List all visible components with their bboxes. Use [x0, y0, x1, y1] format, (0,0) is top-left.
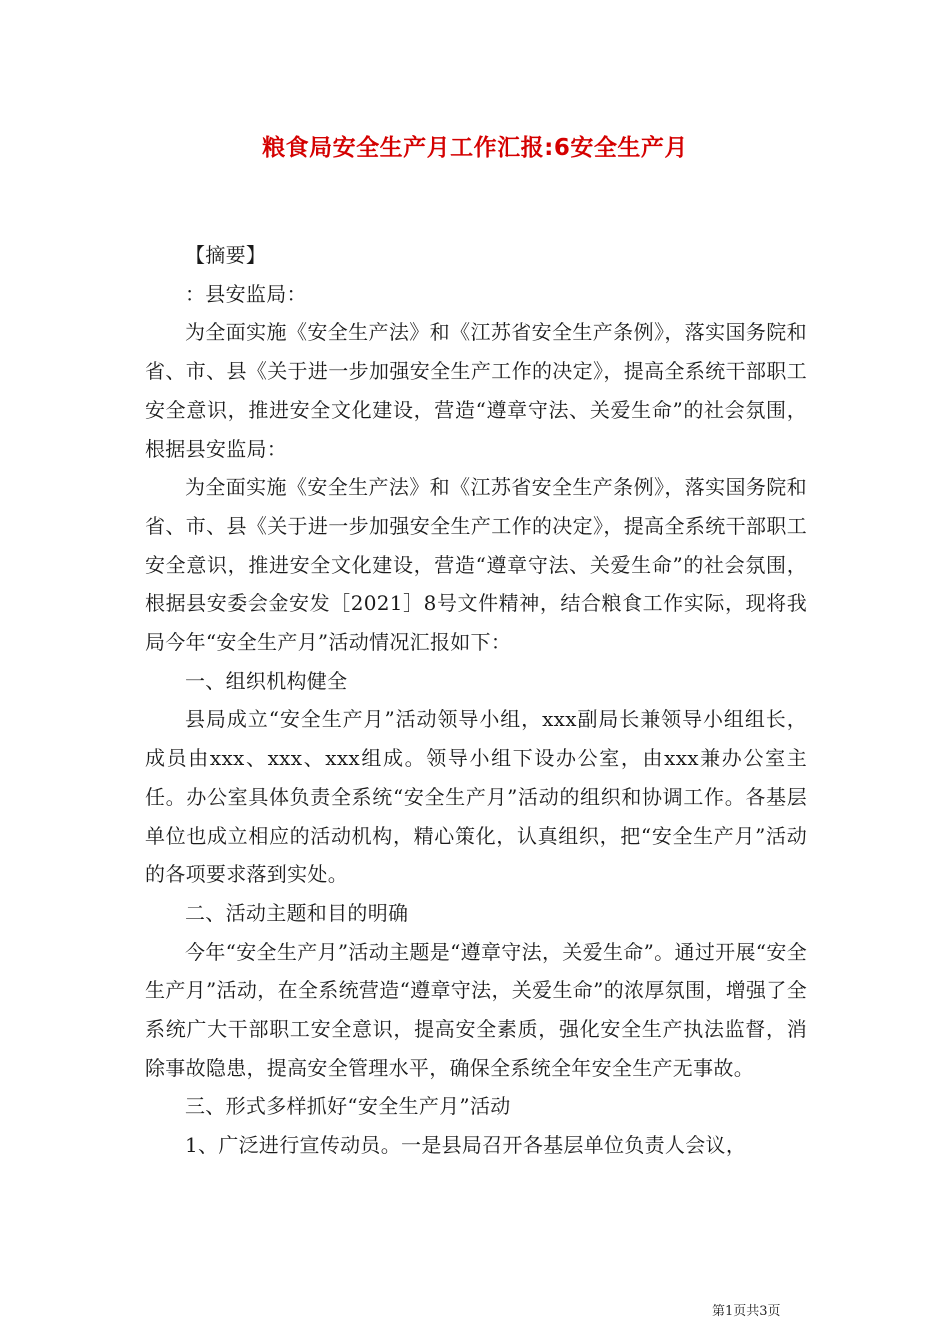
paragraph-section-3-item-1: 1、广泛进行宣传动员。一是县局召开各基层单位负责人会议，	[185, 1133, 747, 1158]
abstract-heading: 【摘要】	[185, 243, 267, 267]
page-number: 第1页共3页	[712, 1304, 781, 1319]
paragraph-section-2: 今年“安全生产月”活动主题是“遵章守法，关爱生命”。通过开展“安全生产月”活动，在全系统营造“遵章守法，关爱生命”的浓厚氛围，增强了全系统广大干部职工安全意识，提高安全素质，强化安全生产执法监督，消除事故隐患，提高安全管理水平，确保全系统全年安全生产无事故。	[145, 939, 807, 1080]
paragraph-section-1: 县局成立“安全生产月”活动领导小组，xxx副局长兼领导小组组长，成员由xxx、xxx、xxx组成。领导小组下设办公室，由xxx兼办公室主任。办公室具体负责全系统“安全生产月”活动的组织和协调工作。各基层单位也成立相应的活动机构，精心策化，认真组织，把“安全生产月”活动的各项要求落到实处。	[145, 707, 807, 887]
paragraph-intro-2: 为全面实施《安全生产法》和《江苏省安全生产条例》，落实国务院和省、市、县《关于进一步加强安全生产工作的决定》，提高全系统干部职工安全意识，推进安全文化建设，营造“遵章守法、关爱生命”的社会氛围，根据县安委会金安发［2021］8号文件精神，结合粮食工作实际，现将我局今年“安全生产月”活动情况汇报如下：	[145, 475, 807, 655]
section-heading-2: 二、活动主题和目的明确	[185, 900, 409, 925]
document-body	[145, 236, 807, 1165]
section-heading-3: 三、形式多样抓好“安全生产月”活动	[185, 1094, 511, 1119]
section-heading-1: 一、组织机构健全	[185, 668, 348, 693]
paragraph-intro-1: 为全面实施《安全生产法》和《江苏省安全生产条例》，落实国务院和省、市、县《关于进一步加强安全生产工作的决定》，提高全系统干部职工安全意识，推进安全文化建设，营造“遵章守法、关爱生命”的社会氛围，根据县安监局：	[145, 320, 807, 461]
document-title: 粮食局安全生产月工作汇报:6安全生产月	[262, 135, 688, 161]
addressee-line: ：县安监局：	[185, 281, 307, 306]
